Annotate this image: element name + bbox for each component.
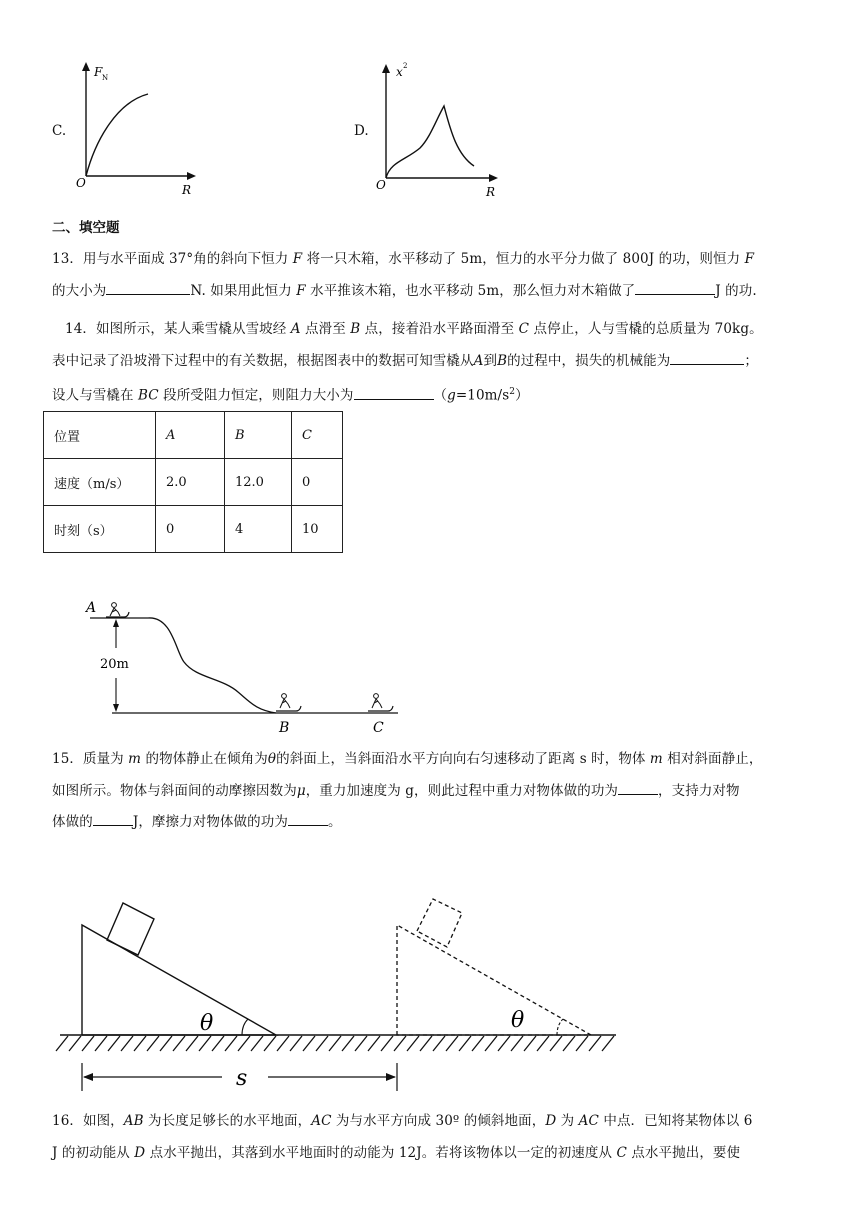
q14-blank-1[interactable] <box>670 350 744 365</box>
hatch-mark <box>368 1036 380 1051</box>
sled-person-icon <box>106 603 129 617</box>
hatch-mark <box>485 1036 497 1051</box>
hatch-mark <box>563 1036 575 1051</box>
q13-blank-2[interactable] <box>635 280 715 295</box>
option-d-origin-label: O <box>376 178 386 192</box>
table-cell: 0 <box>156 506 225 553</box>
option-d-label: D. <box>354 123 369 139</box>
hatch-mark <box>290 1036 302 1051</box>
hatch-mark <box>433 1036 445 1051</box>
table-header-cell: B <box>225 412 292 459</box>
hatch-mark <box>576 1036 588 1051</box>
option-d-x-label: R <box>486 185 496 199</box>
table-cell: 2.0 <box>156 459 225 506</box>
sled-person-icon <box>368 694 393 711</box>
sled-person-icon <box>276 694 301 711</box>
label-a: A <box>86 600 97 616</box>
block-solid <box>107 903 154 955</box>
hatch-mark <box>381 1036 393 1051</box>
option-d-x-arrow <box>489 174 498 182</box>
hatch-mark <box>472 1036 484 1051</box>
height-label: 20m <box>100 657 129 672</box>
hatch-mark <box>394 1036 406 1051</box>
question-14: 14．如图所示，某人乘雪橇从雪坡经 A 点滑至 B 点，接着沿水平路面滑至 C 点停止，人与雪橇的总质量为 70kg。 表中记录了沿坡滑下过程中的有关数据，根据图表中的数据可知雪橇从A到B的过程中，损失的机械能为 ； 设人与雪橇在 BC 段所受阻力恒定，则阻力大小为 $(g=10m/s^2)$ <box>52 321 763 404</box>
s-label: s <box>236 1066 248 1091</box>
table-header-cell: C <box>292 412 343 459</box>
hatch-mark <box>134 1036 146 1051</box>
hatch-mark <box>238 1036 250 1051</box>
hatch-mark <box>303 1036 315 1051</box>
hatch-mark <box>82 1036 94 1051</box>
question-15: 15．质量为 m 的物体静止在倾角为θ的斜面上，当斜面沿水平方向向右匀速移动了距离 s 时，物体 m 相对斜面静止， 如图所示。物体与斜面间的动摩擦因数为μ，重力加速度为 g，则此过程中重力对物体做的功为 ，支持力对物 体做的 J，摩擦力对物体做的功为 。 <box>52 751 763 830</box>
hatch-mark <box>589 1036 601 1051</box>
q13-blank-1[interactable] <box>106 280 190 295</box>
hatch-mark <box>199 1036 211 1051</box>
hatch-mark <box>121 1036 133 1051</box>
hatch-mark <box>225 1036 237 1051</box>
hatch-mark <box>160 1036 172 1051</box>
hatch-mark <box>316 1036 328 1051</box>
table-row <box>44 412 343 459</box>
s-arrowhead-left <box>83 1073 93 1081</box>
hatch-mark <box>251 1036 263 1051</box>
hatch-mark <box>355 1036 367 1051</box>
hatch-mark <box>407 1036 419 1051</box>
option-c-y-arrow <box>82 62 90 71</box>
hatch-mark <box>420 1036 432 1051</box>
q15-incline-figure <box>50 895 620 1095</box>
hatch-mark <box>550 1036 562 1051</box>
label-c: C <box>373 720 384 736</box>
q15-blank-2[interactable] <box>93 811 133 826</box>
q14-slope-figure <box>80 592 420 740</box>
hatch-mark <box>459 1036 471 1051</box>
hatch-mark <box>147 1036 159 1051</box>
theta-label-dashed: θ <box>511 1008 525 1033</box>
table-cell: 12.0 <box>225 459 292 506</box>
table-row <box>44 506 343 553</box>
height-arrow-down <box>113 704 119 712</box>
hatch-mark <box>537 1036 549 1051</box>
hatch-mark <box>69 1036 81 1051</box>
option-c-y-sub: N <box>102 74 109 82</box>
option-c-x-arrow <box>187 172 196 180</box>
q15-blank-3[interactable] <box>288 811 328 826</box>
theta-label: θ <box>200 1011 214 1036</box>
table-header-cell: A <box>156 412 225 459</box>
hatch-mark <box>95 1036 107 1051</box>
table-cell: 0 <box>292 459 343 506</box>
hatch-mark <box>446 1036 458 1051</box>
section-title: 二、填空题 <box>52 220 120 236</box>
ground-hatching <box>56 1036 614 1051</box>
table-header-cell: 位置 <box>44 412 156 459</box>
label-b: B <box>279 720 290 736</box>
option-d-y-label: x <box>396 65 403 79</box>
slope-curve <box>148 618 276 713</box>
hatch-mark <box>212 1036 224 1051</box>
incline-dashed <box>397 925 591 1035</box>
question-13: 13．用与水平面成 37°角的斜向下恒力 F 将一只木箱，水平移动了 5m，恒力的水平分力做了 800J 的功，则恒力 F 的大小为 N. 如果用此恒力 F 水平推该木箱，也水平移动 5m，那么恒力对木箱做了 J 的功. <box>52 251 757 299</box>
table-cell: 速度（m/s） <box>44 459 156 506</box>
hatch-mark <box>602 1036 614 1051</box>
s-arrowhead-right <box>386 1073 396 1081</box>
table-cell: 时刻（s） <box>44 506 156 553</box>
q14-data-table <box>43 411 343 553</box>
option-d-y-sup: 2 <box>403 62 408 70</box>
hatch-mark <box>264 1036 276 1051</box>
q15-blank-1[interactable] <box>618 780 658 795</box>
option-c-label: C. <box>52 123 67 139</box>
question-16: 16．如图，AB 为长度足够长的水平地面，AC 为与水平方向成 30º 的倾斜地面，D 为 AC 中点．已知将某物体以 6 J 的初动能从 D 点水平抛出，其落到水平地面时的动能为 12J。若将该物体以一定的初速度从 C 点水平抛出，要使 <box>52 1113 753 1161</box>
table-cell: 10 <box>292 506 343 553</box>
hatch-mark <box>56 1036 68 1051</box>
table-cell: 4 <box>225 506 292 553</box>
theta-arc-dashed <box>557 1019 563 1035</box>
option-c-graph <box>68 58 208 198</box>
hatch-mark <box>342 1036 354 1051</box>
option-c-x-label: R <box>182 183 192 197</box>
theta-arc <box>242 1019 248 1035</box>
hatch-mark <box>329 1036 341 1051</box>
hatch-mark <box>524 1036 536 1051</box>
option-c-y-label: F <box>94 65 103 79</box>
option-d-graph <box>370 58 510 200</box>
table-row <box>44 459 343 506</box>
option-c-curve <box>86 94 148 176</box>
option-d-y-arrow <box>382 64 390 73</box>
hatch-mark <box>173 1036 185 1051</box>
hatch-mark <box>498 1036 510 1051</box>
q14-blank-2[interactable] <box>354 385 434 400</box>
hatch-mark <box>186 1036 198 1051</box>
hatch-mark <box>108 1036 120 1051</box>
option-d-curve <box>386 106 474 178</box>
height-arrow-up <box>113 619 119 627</box>
hatch-mark <box>511 1036 523 1051</box>
hatch-mark <box>277 1036 289 1051</box>
option-c-origin-label: O <box>76 176 86 190</box>
